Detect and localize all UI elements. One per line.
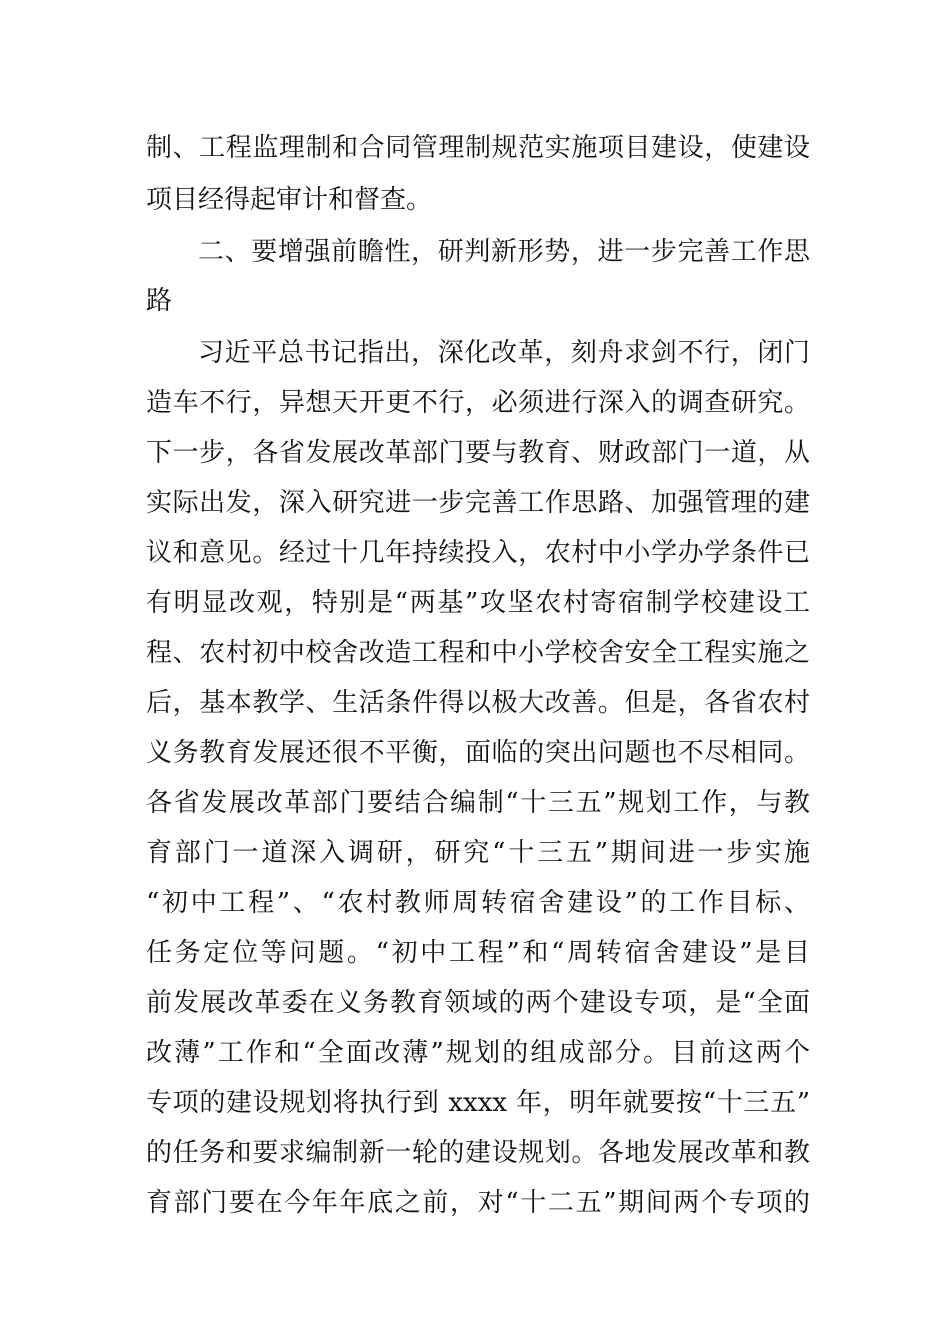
text-line: 制、工程监理制和合同管理制规范实施项目建设，使建设	[146, 133, 810, 163]
text-line: 实际出发，深入研究进一步完善工作思路、加强管理的建	[146, 488, 810, 518]
text-line: 程、农村初中校舍改造工程和中小学校舍安全工程实施之	[146, 638, 810, 668]
text-line: 下一步，各省发展改革部门要与教育、财政部门一道，从	[146, 438, 810, 468]
text-line: “初中工程”、“农村教师周转宿舍建设”的工作目标、	[146, 888, 810, 918]
section-heading: 二、要增强前瞻性，研判新形势，进一步完善工作思	[198, 237, 810, 267]
text-line: 任务定位等问题。“初中工程”和“周转宿舍建设”是目	[146, 938, 810, 968]
text-line: 前发展改革委在义务教育领域的两个建设专项，是“全面	[146, 988, 810, 1018]
text-line: 育部门一道深入调研，研究“十三五”期间进一步实施	[146, 838, 810, 868]
text-line: 议和意见。经过十几年持续投入，农村中小学办学条件已	[146, 538, 810, 568]
text-line: 造车不行，异想天开更不行，必须进行深入的调查研究。	[146, 388, 810, 418]
text-line: 后，基本教学、生活条件得以极大改善。但是，各省农村	[146, 688, 810, 718]
text-line: 有明显改观，特别是“两基”攻坚农村寄宿制学校建设工	[146, 588, 810, 618]
text-line: 改薄”工作和“全面改薄”规划的组成部分。目前这两个	[146, 1038, 810, 1068]
text-line: 育部门要在今年年底之前，对“十二五”期间两个专项的	[146, 1188, 810, 1218]
text-line: 各省发展改革部门要结合编制“十三五”规划工作，与教	[146, 788, 810, 818]
text-line: 的任务和要求编制新一轮的建设规划。各地发展改革和教	[146, 1138, 810, 1168]
section-heading-continuation: 路	[146, 286, 173, 316]
text-line: 义务教育发展还很不平衡，面临的突出问题也不尽相同。	[146, 738, 810, 768]
text-line: 项目经得起审计和督查。	[146, 185, 433, 215]
text-line: 习近平总书记指出，深化改革，刻舟求剑不行，闭门	[198, 338, 810, 368]
text-line: 专项的建设规划将执行到 xxxx 年，明年就要按“十三五”	[146, 1088, 810, 1118]
